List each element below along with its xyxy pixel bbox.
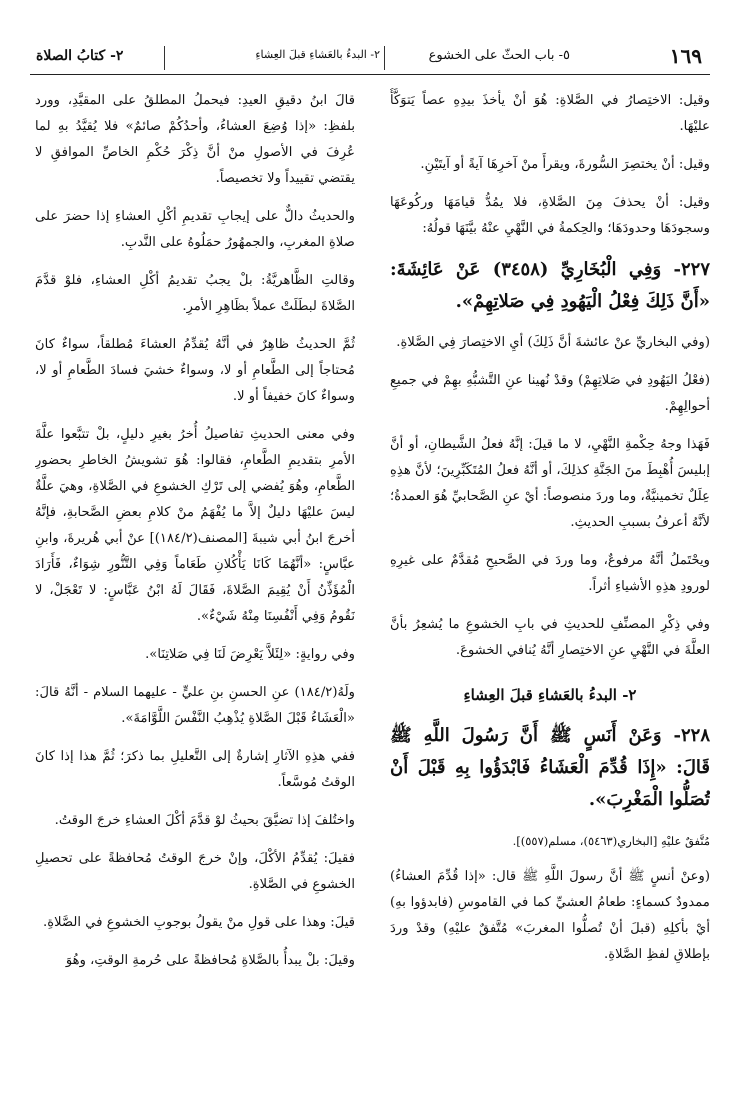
hadith-reference: مُتَّفقٌ عليْهِ [البخاري(٥٤٦٣)، مسلم(٥٥٧)]. bbox=[512, 834, 710, 848]
running-book-title: ٢- كتابُ الصلاة bbox=[36, 48, 124, 64]
paragraph: وفي روايةٍ: «لِئَلاَّ يَعْرِضَ لَنَا فِي صَلاتِنَا». bbox=[145, 647, 355, 662]
left-text-column bbox=[35, 88, 355, 1078]
paragraph: قالَ ابنُ دقيقِ العيدِ: فيحملُ المطلقُ على المقيَّدِ، وورد بلفظِ: «إذا وُضِعَ العشاءُ، وأحدُكُمْ صائمٌ» فلا يُقيَّدُ بهِ لما عُرِفَ في الأصولِ منْ أنَّ ذِكْرَ حُكْمِ الخاصِّ الموافقِ لا يقتضي تقييداً ولا تخصيصاً. bbox=[35, 93, 355, 186]
paragraph: وفي معنى الحديثِ تفاصيلُ أُخرُ بغيرِ دليلٍ، بلْ تتبَّعوا علَّةَ الأمرِ بتقديمِ الطَّعامِ، فقالوا: هُوَ تشويشُ الخاطرِ بحضورِ الطَّعامِ، وهُوَ يُفضي إلى تَرْكِ الخشوعِ في الصَّلاةِ، وهيَ علَّةٌ ليسَ عليْهَا دليلٌ إلاَّ ما يُفْهَمُ منْ كلامِ بعضِ الصَّحابةِ، فإنَّهُ أخرجَ ابنُ أبي شيبةَ [المصنف(١٨٤/٢)] عنْ أبي هُريرةَ، وابنِ عبَّاسٍ: «أنَّهُمَا كَانَا يَأْكُلانِ طَعَاماً وَفِي التَّنُّورِ شِوَاءٌ، فَأَرَادَ الْمُؤَذِّنُ أَنْ يُقِيمَ الصَّلاةَ، فَقَالَ لَهُ ابْنُ عَبَّاسٍ: لا تَعْجَلْ، لا نَقُومُ وَفِي أَنْفُسِنَا مِنْهُ شَيْءٌ». bbox=[35, 427, 355, 624]
paragraph: ويحْتَملُ أنَّهُ مرفوعٌ، وما وردَ في الصَّحيحِ مُقدَّمٌ على غيرِهِ لورودِ هذِهِ الأشياءِ أثراً. bbox=[390, 553, 710, 594]
header-divider bbox=[384, 46, 385, 70]
paragraph: فَهَذا وجهُ حِكْمةِ النَّهْيِ، لا ما قيلَ: إنَّهُ فعلُ الشَّيطانِ، أو أنَّ إبليسَ أُهْبِطَ منَ الجَنَّةِ كذلِكَ، أو أنَّهُ فعلُ المُتَكَبِّرِينَ؛ لأنَّ هذِهِ عِلَلٌ تخمينيَّةٌ، وما وردَ منصوصاً: أيْ عنِ الصَّحابيِّ هُوَ العمدةُ؛ لأنَّهُ أعرفُ بسببِ الحديثِ. bbox=[390, 437, 710, 530]
section-heading: ٢- البدءُ بالعَشاءِ قبلَ العِشاءِ bbox=[463, 686, 637, 704]
running-chapter-title: ٥- باب الحثّ على الخشوع bbox=[428, 48, 570, 63]
hadith-text: ٢٢٨- وَعَنْ أَنَسٍ ﷺ أَنَّ رَسُولَ اللَّهِ ﷺ قَالَ: «إِذَا قُدِّمَ الْعَشَاءُ فَابْدَؤُوا بِهِ قَبْلَ أَنْ تُصَلُّوا الْمَغْرِبَ». bbox=[390, 725, 710, 810]
paragraph: قيلَ: وهذا على قولِ منْ يقولُ بوجوبِ الخشوعِ في الصَّلاةِ. bbox=[43, 915, 355, 930]
hadith-text: ٢٢٧- وَفِي الْبُخَارِيِّ (٣٤٥٨) عَنْ عَائِشَةَ: «أَنَّ ذَلِكَ فِعْلُ الْيَهُودِ فِي صَلاتِهِمْ». bbox=[390, 259, 710, 312]
paragraph: ففي هذِهِ الآثارِ إشارةٌ إلى التَّعليلِ بما ذكرَ؛ ثُمَّ هذا إذا كانَ الوقتُ مُوسَّعاً. bbox=[35, 749, 355, 790]
paragraph: (فعْلُ اليَهُودِ في صَلاتِهِمْ) وقدْ نُهينا عنِ التَّشبُّهِ بهِمْ في جميعِ أحوالِهِمْ. bbox=[390, 373, 710, 414]
paragraph: فقيلَ: يُقدِّمُ الأكْلَ، وإنْ خرجَ الوقتُ مُحافظةً على تحصيلِ الخشوعِ في الصَّلاةِ. bbox=[35, 851, 355, 892]
paragraph: وقيل: أنْ يحذفَ مِنَ الصَّلاةِ، فلا يمُدُّ قيامَهَا وركُوعَهَا وسجودَهَا وحدودَهَا؛ والحِكمةُ في النَّهْيِ عنْهُ بيَّنَهَا قولُهُ: bbox=[390, 195, 710, 236]
paragraph: ثُمَّ الحديثُ ظاهِرٌ في أنَّهُ يُقدِّمُ العشاءَ مُطلقاً، سواءٌ كانَ مُحتاجاً إلى الطَّعامِ أو لا، وسواءٌ خشيَ فسادَ الطَّعامِ أو لا، وسواءٌ كانَ خفيفاً أو لا. bbox=[35, 337, 355, 404]
paragraph: (وعنْ أنسٍ ﷺ أنَّ رسولَ اللَّهِ ﷺ قال: «إذا قُدِّمَ العشاءُ) ممدودٌ كسماءٍ: طعامُ العشيِّ كما في القاموسِ (فابدؤوا بهِ) أيْ بأكلِهِ (قبلَ أنْ تُصلُّوا المغربَ» مُتَّفقٌ عليْهِ) وقدْ وردَ بإطلاقِ لفظِ الصَّلاةِ. bbox=[390, 869, 710, 962]
paragraph: وقالتِ الظَّاهريَّةُ: بلْ يجبُ تقديمُ أكْلِ العشاءِ، فلوْ قدَّمَ الصَّلاةَ لبطَلَتْ عملاً بظَاهِرِ الأمرِ. bbox=[35, 273, 355, 314]
paragraph: ولَهُ(١٨٤/٢) عنِ الحسنِ بنِ عليٍّ - عليهما السلام - أنَّهُ قالَ: «الْعَشَاءُ قَبْلَ الصَّلاةِ يُذْهِبُ النَّفْسَ اللَّوَّامَةَ». bbox=[35, 685, 355, 726]
paragraph: وفي ذِكْرِ المصنِّفِ للحديثِ في بابِ الخشوعِ ما يُشعِرُ بأنَّ العلَّةَ في النَّهْيِ عنِ الاختِصارِ أنَّهُ يُنافي الخشوعَ. bbox=[390, 617, 710, 658]
paragraph: واختُلفَ إذا تضيَّقَ بحيثُ لوْ قدَّمَ أكْلَ العشاءِ خرجَ الوقتُ. bbox=[54, 813, 355, 828]
paragraph: (وفي البخاريِّ عنْ عائشةَ أنَّ ذَلِكَ) أيِ الاختِصارَ فِي الصَّلاةِ. bbox=[396, 335, 710, 350]
paragraph: والحديثُ دالٌّ على إيجابِ تقديمِ أكْلِ العشاءِ إذا حضرَ على صلاةِ المغربِ، والجمهُورُ حمَلُوهُ على النَّدبِ. bbox=[35, 209, 355, 250]
paragraph: وقيل: الاختِصارُ في الصَّلاةِ: هُوَ أنْ يأخذَ بيدِهِ عصاً يَتوَكَّأُ عليْهَا. bbox=[390, 93, 710, 134]
running-section-title: ٢- البدءُ بالعَشاءِ قبلَ العِشاءِ bbox=[255, 48, 380, 61]
paragraph: وقيلَ: بلْ يبدأُ بالصَّلاةِ مُحافظةً على حُرمةِ الوقتِ، وهُوَ bbox=[65, 953, 355, 968]
header-divider bbox=[164, 46, 165, 70]
right-text-column bbox=[390, 88, 710, 1078]
page-number: ١٦٩ bbox=[669, 44, 702, 68]
page-header bbox=[30, 44, 710, 75]
paragraph: وقيل: أنْ يختصِرَ السُّورةَ، ويقرأَ منْ آخرِهَا آيةً أو آيتَيْنِ. bbox=[420, 157, 710, 172]
